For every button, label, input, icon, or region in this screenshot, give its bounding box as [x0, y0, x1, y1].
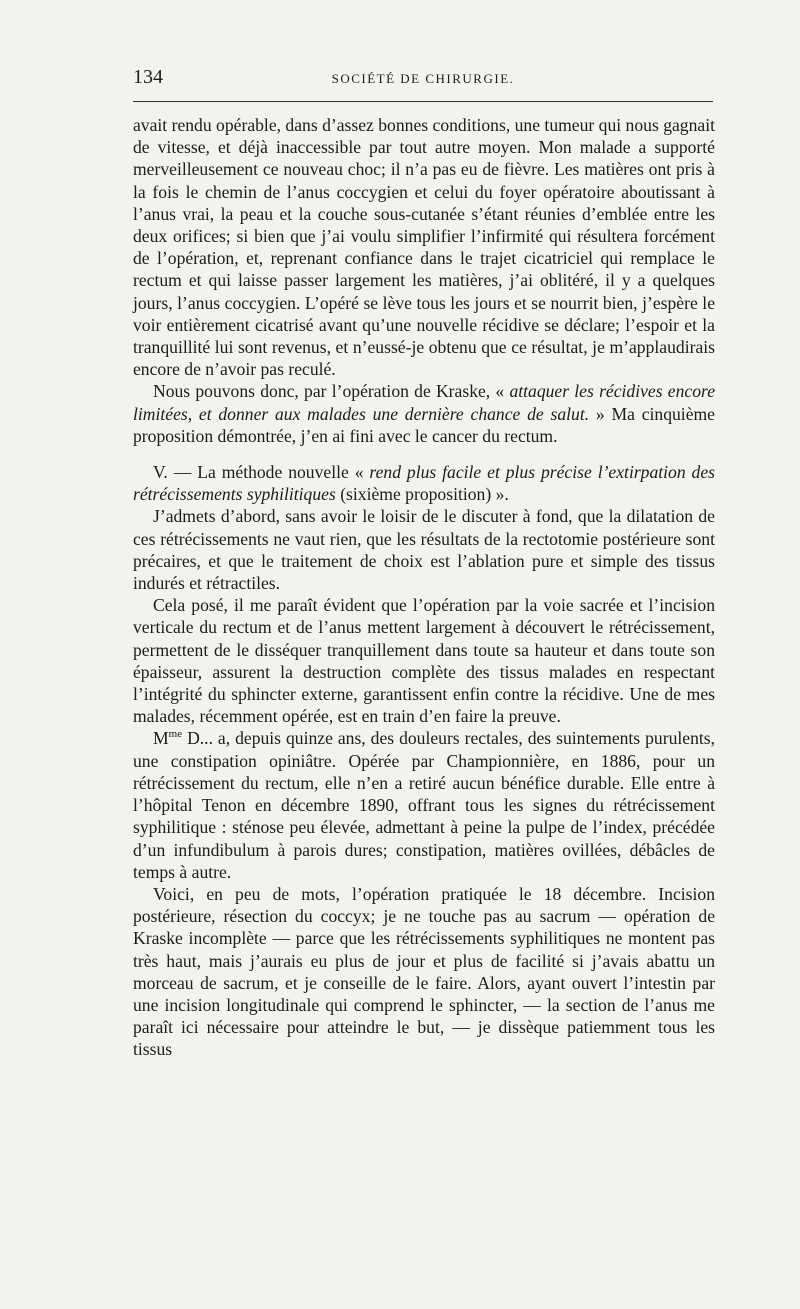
body-text [133, 114, 715, 1061]
text-run: M [153, 728, 169, 749]
paragraph: J’admets d’abord, sans avoir le loisir de le discuter à fond, que la dilatation de ces rétrécissements ne vaut rien, que les résultats de la rectotomie postérieure sont précaires, et que le traitement de choix est l’ablation pure et simple des tissus indurés et rétractiles. [133, 506, 715, 594]
paragraph-case-report [133, 727, 715, 882]
paragraph-continuation: avait rendu opérable, dans d’assez bonnes conditions, une tumeur qui nous gagnait de vitesse, et déjà inaccessible par tout autre moyen. Mon malade a supporté merveilleusement ce nouveau choc; il n’a pas eu de fièvre. Les matières ont pris à la fois le chemin de l’anus coccygien et celui du foyer opératoire aboutissant à l’anus vrai, la peau et la couche sous-cutanée s’étant réunies d’emblée entre les deux orifices; si bien que j’ai voulu simplifier l’infirmité qui résultera forcément de l’opération, et, reprenant confiance dans le trajet cicatriciel qui remplace le rectum et qui laisse passer largement les matières, j’ai oblitéré, il y a quelques jours, l’anus coccygien. L’opéré se lève tous les jours et se nourrit bien, j’espère le voir entièrement cicatrisé avant qu’une nouvelle récidive se déclare; l’espoir et la tranquillité lui sont revenus, et n’eussé-je obtenu que ce résultat, je m’applaudirais encore de n’avoir pas reculé. [133, 115, 715, 380]
italic-quote: rend plus facile et plus précise l’extirpation des rétrécissements syphilitiques [133, 462, 716, 505]
page-number: 134 [133, 66, 163, 88]
paragraph-kraske-conclusion [133, 380, 715, 447]
text-run: » Ma cinquième proposition démontrée, j’en ai fini avec le cancer du rectum. [133, 403, 715, 446]
running-title: SOCIÉTÉ DE CHIRURGIE. [331, 71, 515, 86]
paragraph-operation: Voici, en peu de mots, l’opération pratiquée le 18 décembre. Incision postérieure, résection du coccyx; je ne touche pas au sacrum — opération de Kraske incomplète — parce que les rétrécissements syphilitiques ne montent pas très haut, mais j’aurais eu plus de jour et plus de facilité si j’avais abattu un morceau de sacrum, et je conseille de le faire. Alors, ayant ouvert l’intestin par une incision longitudinale qui comprend le sphincter, — la section de l’anus me paraît ici nécessaire pour atteindre le but, — je dissèque patiemment tous les tissus [133, 883, 715, 1060]
text-run: (sixième proposition) ». [335, 484, 509, 505]
text-run: D... a, depuis quinze ans, des douleurs rectales, des suintements purulents, une constipation opiniâtre. Opérée par Championnière, en 1886, pour un rétrécissement du rectum, elle n’en a retiré aucun bénéfice durable. Elle entre à l’hôpital Tenon en décembre 1890, offrant tous les signes du rétrécissement syphilitique : sténose peu élevée, admettant à peine la pulpe de l’index, précédée d’un infundibulum à parois dures; constipation, matières ovillées, débâcles de temps à autre. [133, 728, 715, 882]
section-v-heading [133, 461, 715, 505]
superscript: me [168, 728, 183, 741]
page-header [133, 66, 713, 92]
paragraph: Cela posé, il me paraît évident que l’opération par la voie sacrée et l’incision verticale du rectum et de l’anus mettent largement à découvert le rétrécissement, permettent de le disséquer tranquillement dans toute sa hauteur et dans toute son épaisseur, assurent la destruction complète des tissus malades en respectant l’intégrité du sphincter externe, garantissent enfin contre la récidive. Une de mes malades, récemment opérée, est en train d’en faire la preuve. [133, 595, 715, 727]
text-run: V. — La méthode nouvelle « [153, 462, 370, 483]
header-rule [133, 101, 713, 102]
italic-quote: attaquer les récidives encore limitées, et donner aux malades une dernière chance de salut. [133, 381, 716, 424]
text-run: Nous pouvons donc, par l’opération de Kraske, « [153, 381, 510, 402]
